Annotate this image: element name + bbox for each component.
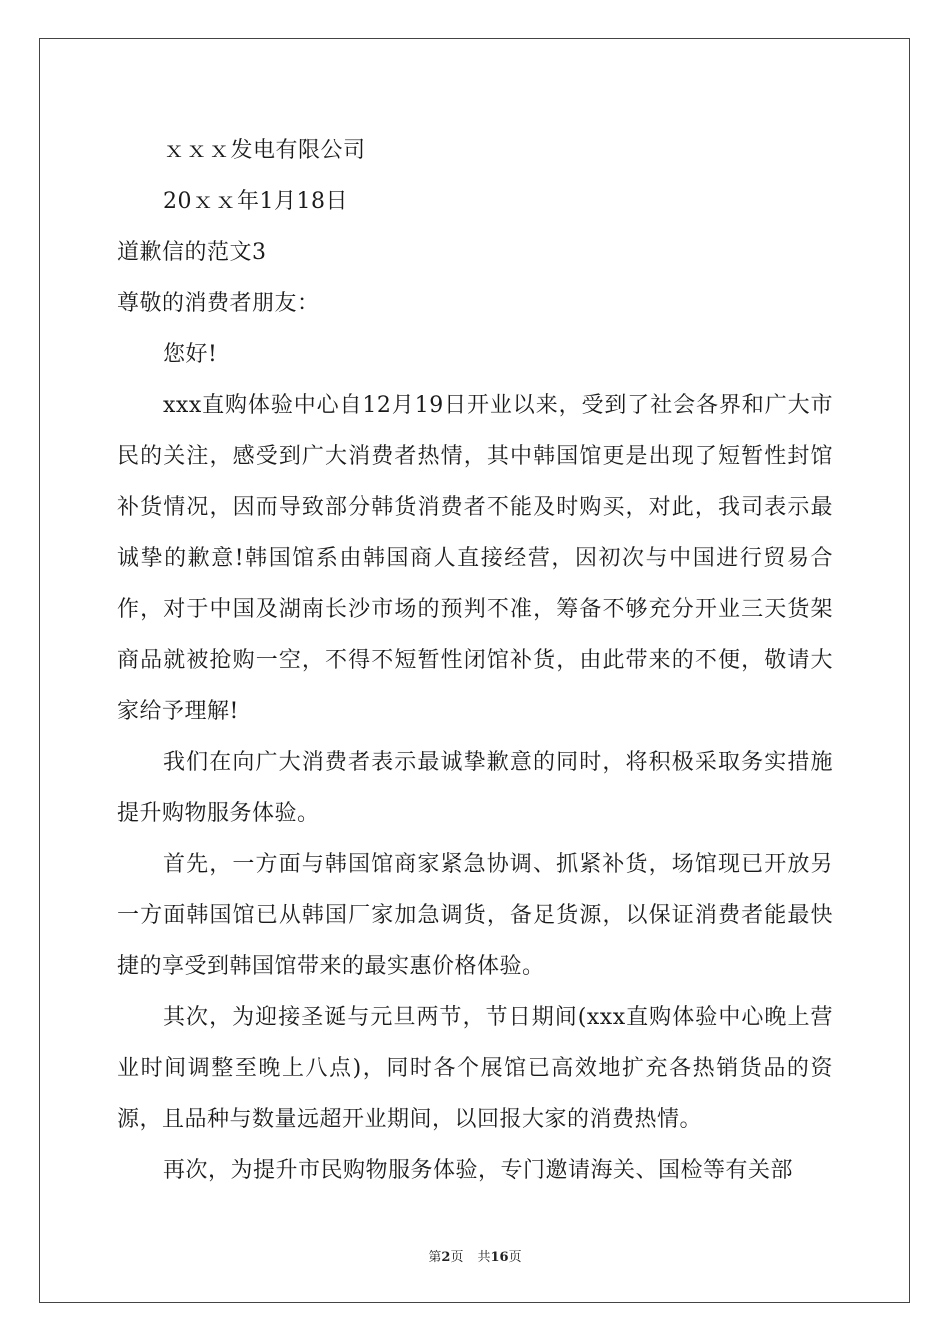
signature-company: ｘｘｘ发电有限公司 [163, 138, 366, 163]
total-prefix: 共 [477, 1250, 491, 1265]
paragraph-first: 首先，一方面与韩国馆商家紧急协调、抓紧补货，场馆现已开放另一方面韩国馆已从韩国厂家加急调货，备足货源，以保证消费者能最快捷的享受到韩国馆带来的最实惠价格体验。 [117, 852, 833, 979]
total-suffix: 页 [508, 1250, 522, 1265]
document-body [117, 125, 833, 1196]
page-footer [0, 1246, 950, 1265]
paragraph-apology: xxx直购体验中心自12月19日开业以来，受到了社会各界和广大市民的关注，感受到广大消费者热情，其中韩国馆更是出现了短暂性封馆补货情况，因而导致部分韩货消费者不能及时购买，对此，我司表示最诚挚的歉意!韩国馆系由韩国商人直接经营，因初次与中国进行贸易合作，对于中国及湖南长沙市场的预判不准，筹备不够充分开业三天货架商品就被抢购一空，不得不短暂性闭馆补货，由此带来的不便，敬请大家给予理解! [117, 393, 833, 724]
salutation: 尊敬的消费者朋友： [117, 291, 320, 316]
page-number: 2 [441, 1250, 451, 1265]
greeting: 您好! [163, 342, 218, 367]
paragraph-second: 其次，为迎接圣诞与元旦两节，节日期间(xxx直购体验中心晚上营业时间调整至晚上八点)，同时各个展馆已高效地扩充各热销货品的资源，且品种与数量远超开业期间，以回报大家的消费热情。 [117, 1005, 833, 1132]
page-prefix: 第 [428, 1250, 442, 1265]
total-pages: 16 [490, 1250, 509, 1265]
signature-date: 20ｘｘ年1月18日 [163, 189, 348, 214]
page-suffix: 页 [450, 1250, 464, 1265]
paragraph-commitment: 我们在向广大消费者表示最诚挚歉意的同时，将积极采取务实措施提升购物服务体验。 [117, 750, 833, 826]
paragraph-third: 再次，为提升市民购物服务体验，专门邀请海关、国检等有关部 [163, 1158, 794, 1183]
section-title: 道歉信的范文3 [117, 240, 267, 265]
